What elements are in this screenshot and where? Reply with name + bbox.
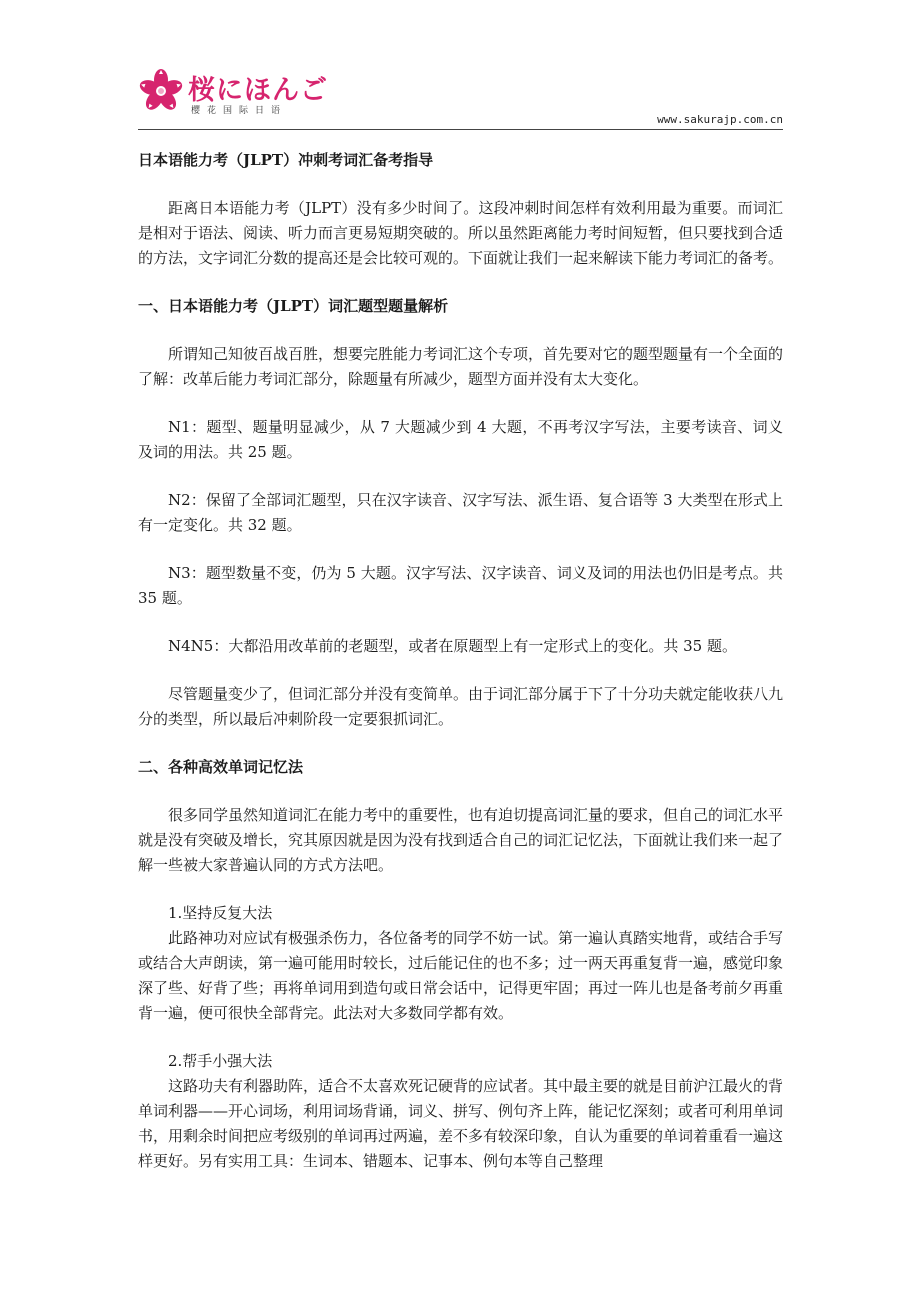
section1-paragraph-1: 所谓知己知彼百战百胜，想要完胜能力考词汇这个专项，首先要对它的题型题量有一个全面的了解：改革后能力考词汇部分，除题量有所减少，题型方面并没有太大变化。 [138,345,784,388]
section1-n45-paragraph: N4N5：大都沿用改革前的老题型，或者在原题型上有一定形式上的变化。共 35 题。 [168,637,737,655]
section2-paragraph-1: 很多同学虽然知道词汇在能力考中的重要性，也有迫切提高词汇量的要求，但自己的词汇水平就是没有突破及增长，究其原因就是因为没有找到适合自己的词汇记忆法，下面就让我们来一起了解一些被大家普遍认同的方式方法吧。 [138,806,784,874]
logo-title: 桜にほんご [188,75,328,106]
document-title: 日本语能力考（JLPT）冲刺考词汇备考指导 [138,151,434,169]
section1-n3-paragraph: N3：题型数量不变，仍为 5 大题。汉字写法、汉字读音、词义及词的用法也仍旧是考点。共 35 题。 [138,564,783,607]
method2-text: 这路功夫有利器助阵，适合不太喜欢死记硬背的应试者。其中最主要的就是目前沪江最火的背单词利器——开心词场，利用词场背诵，词义、拼写、例句齐上阵，能记忆深刻；或者可利用单词书，用剩余时间把应考级别的单词再过两遍，差不多有较深印象，自认为重要的单词着重看一遍这样更好。另有实用工具：生词本、错题本、记事本、例句本等自己整理 [138,1077,784,1170]
page-header [138,66,783,130]
logo-subtitle: 樱花国际日语 [191,106,288,116]
method1-title: 1.坚持反复大法 [168,904,273,922]
site-url-link[interactable]: www.sakurajp.com.cn [657,113,783,126]
sakura-flower-icon [138,68,184,114]
brand-logo[interactable] [138,66,338,122]
method2-title: 2.帮手小强大法 [168,1052,273,1070]
section1-paragraph-2: 尽管题量变少了，但词汇部分并没有变简单。由于词汇部分属于下了十分功夫就定能收获八九分的类型，所以最后冲刺阶段一定要狠抓词汇。 [138,685,784,728]
section1-n2-paragraph: N2：保留了全部词汇题型，只在汉字读音、汉字写法、派生语、复合语等 3 大类型在形式上有一定变化。共 32 题。 [138,491,783,534]
intro-paragraph: 距离日本语能力考（JLPT）没有多少时间了。这段冲刺时间怎样有效利用最为重要。而词汇是相对于语法、阅读、听力而言更易短期突破的。所以虽然距离能力考时间短暂，但只要找到合适的方法，文字词汇分数的提高还是会比较可观的。下面就让我们一起来解读下能力考词汇的备考。 [138,199,784,267]
method1-text: 此路神功对应试有极强杀伤力，各位备考的同学不妨一试。第一遍认真踏实地背，或结合手写或结合大声朗读，第一遍可能用时较长，过后能记住的也不多；过一两天再重复背一遍，感觉印象深了些、好背了些；再将单词用到造句或日常会话中，记得更牢固；再过一阵儿也是备考前夕再重背一遍，便可很快全部背完。此法对大多数同学都有效。 [138,929,784,1022]
section1-n1-paragraph: N1：题型、题量明显减少，从 7 大题减少到 4 大题，不再考汉字写法，主要考读音、词义及词的用法。共 25 题。 [138,418,783,461]
section2-heading: 二、各种高效单词记忆法 [138,758,304,776]
document-body [138,148,783,1174]
header-divider [138,129,783,130]
section1-heading: 一、日本语能力考（JLPT）词汇题型题量解析 [138,297,449,315]
